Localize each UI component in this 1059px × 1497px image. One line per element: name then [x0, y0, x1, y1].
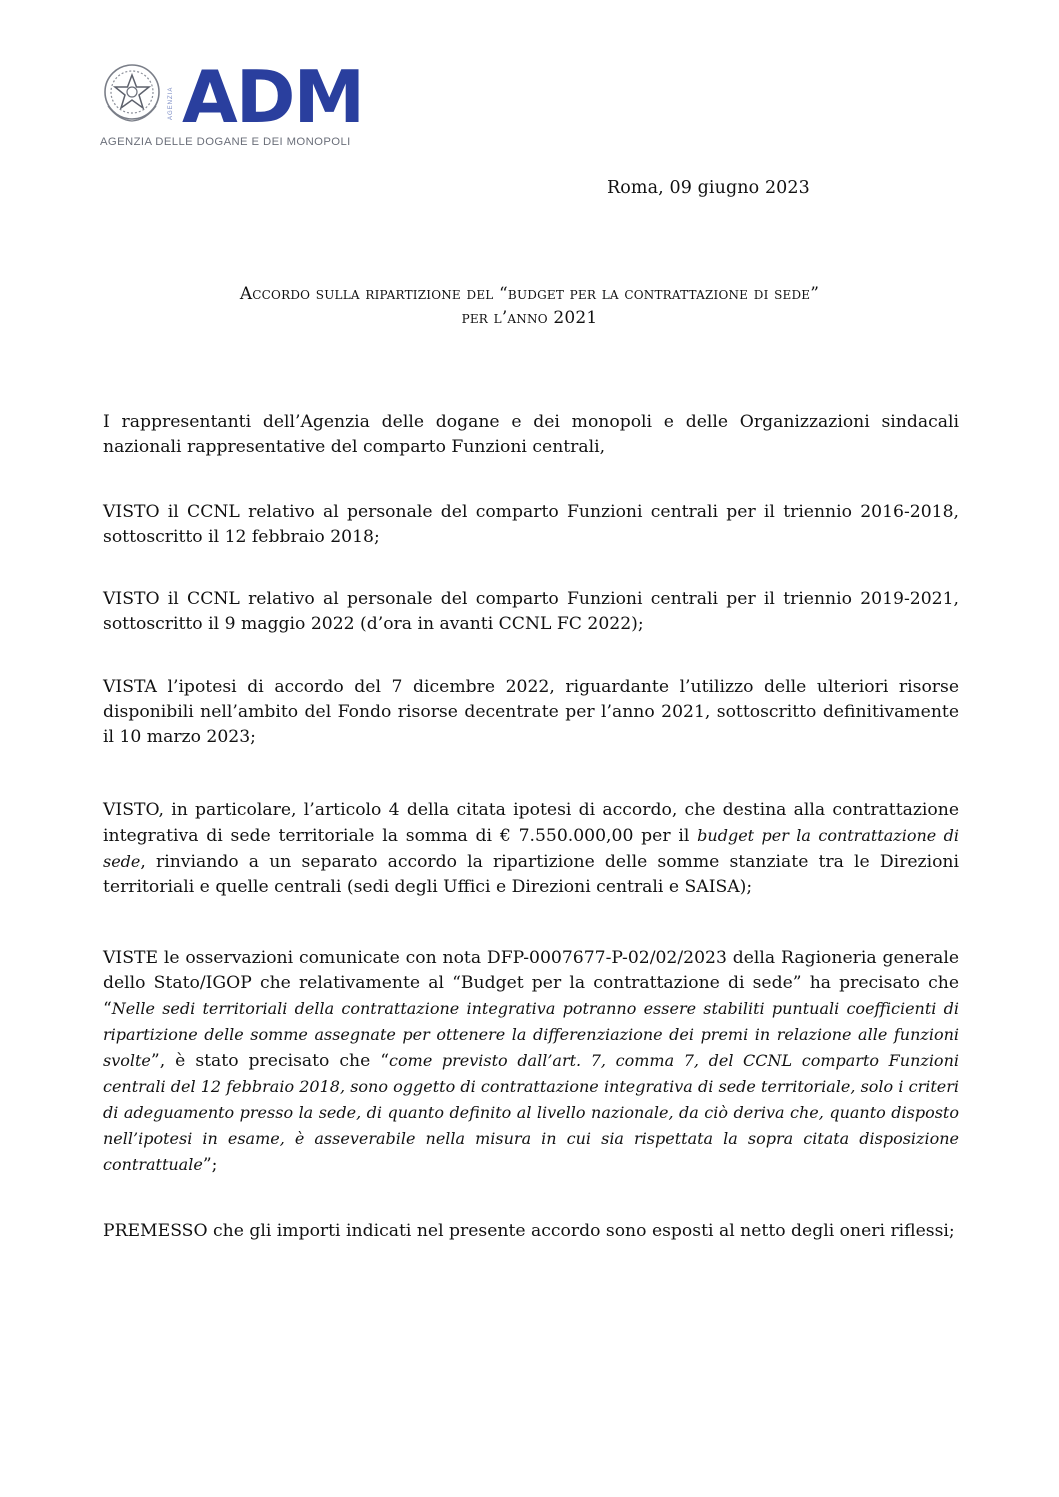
document-date: Roma, 09 giugno 2023	[607, 178, 810, 198]
paragraph-visto-articolo-4	[103, 798, 959, 900]
p6-quote-1: Nelle sedi territoriali della contrattazione integrativa potranno essere stabiliti puntuali coefficienti di ripartizione delle somme assegnate per ottenere la differenziazione dei premi in relazione alle funzioni svolte	[103, 999, 959, 1070]
p5-text-c: , rinviando a un separato accordo la ripartizione delle somme stanziate tra le Direzioni territoriali e quelle centrali (sedi degli Uffici e Direzioni centrali e SAISA);	[103, 852, 959, 897]
p6-text-e: ”;	[202, 1155, 218, 1175]
paragraph-vista-ipotesi: VISTA l’ipotesi di accordo del 7 dicembre 2022, riguardante l’utilizzo delle ulteriori risorse disponibili nell’ambito del Fondo risorse decentrate per l’anno 2021, sottoscritto definitivamente il 10 marzo 2023;	[103, 677, 959, 747]
paragraph-intro: I rappresentanti dell’Agenzia delle dogane e dei monopoli e delle Organizzazioni sindacali nazionali rappresentative del comparto Funzioni centrali,	[103, 412, 959, 457]
italian-republic-emblem-icon	[105, 65, 159, 121]
paragraph-visto-ccnl-2016: VISTO il CCNL relativo al personale del comparto Funzioni centrali per il triennio 2016-2018, sottoscritto il 12 febbraio 2018;	[103, 502, 959, 547]
paragraph-premesso: PREMESSO che gli importi indicati nel presente accordo sono esposti al netto degli oneri riflessi;	[103, 1221, 955, 1241]
document-title-line-2: per l’anno 2021	[461, 308, 598, 328]
p6-text-a: VISTE le osservazioni comunicate con nota DFP-0007677-P-02/02/2023 della Ragioneria generale dello Stato/IGOP che relativamente al “Budget per la contrattazione di sede” ha precisato che “	[103, 948, 959, 1019]
paragraph-visto-ccnl-2019: VISTO il CCNL relativo al personale del comparto Funzioni centrali per il triennio 2019-2021, sottoscritto il 9 maggio 2022 (d’ora in avanti CCNL FC 2022);	[103, 589, 959, 634]
logo-adm-letters: ADM	[182, 58, 364, 139]
p5-text-a: VISTO, in particolare, l’articolo 4 della citata ipotesi di accordo, che destina alla contrattazione integrativa di sede territoriale la somma di € 7.550.000,00 per il	[103, 800, 959, 846]
adm-logo	[96, 58, 386, 150]
p6-quote-2: come previsto dall’art. 7, comma 7, del CCNL comparto Funzioni centrali del 12 febbraio 2018, sono oggetto di contrattazione integrativa di sede territoriale, solo i criteri di adeguamento presso la sede, di quanto definito al livello nazionale, da ciò deriva che, quanto disposto nell’ipotesi in esame, è asseverabile nella misura in cui sia rispettata la sopra citata disposizione contrattuale	[103, 1051, 959, 1174]
logo-caption: AGENZIA DELLE DOGANE E DEI MONOPOLI	[100, 136, 351, 148]
p6-text-c: ”, è stato precisato che “	[150, 1051, 390, 1071]
paragraph-viste-osservazioni	[103, 946, 959, 1178]
document-title-line-1: Accordo sulla ripartizione del “budget per la contrattazione di sede”	[239, 284, 820, 304]
logo-vertical-text: AGENZIA	[168, 86, 174, 120]
p5-italic-budget: budget per la contrattazione di sede	[103, 826, 959, 871]
